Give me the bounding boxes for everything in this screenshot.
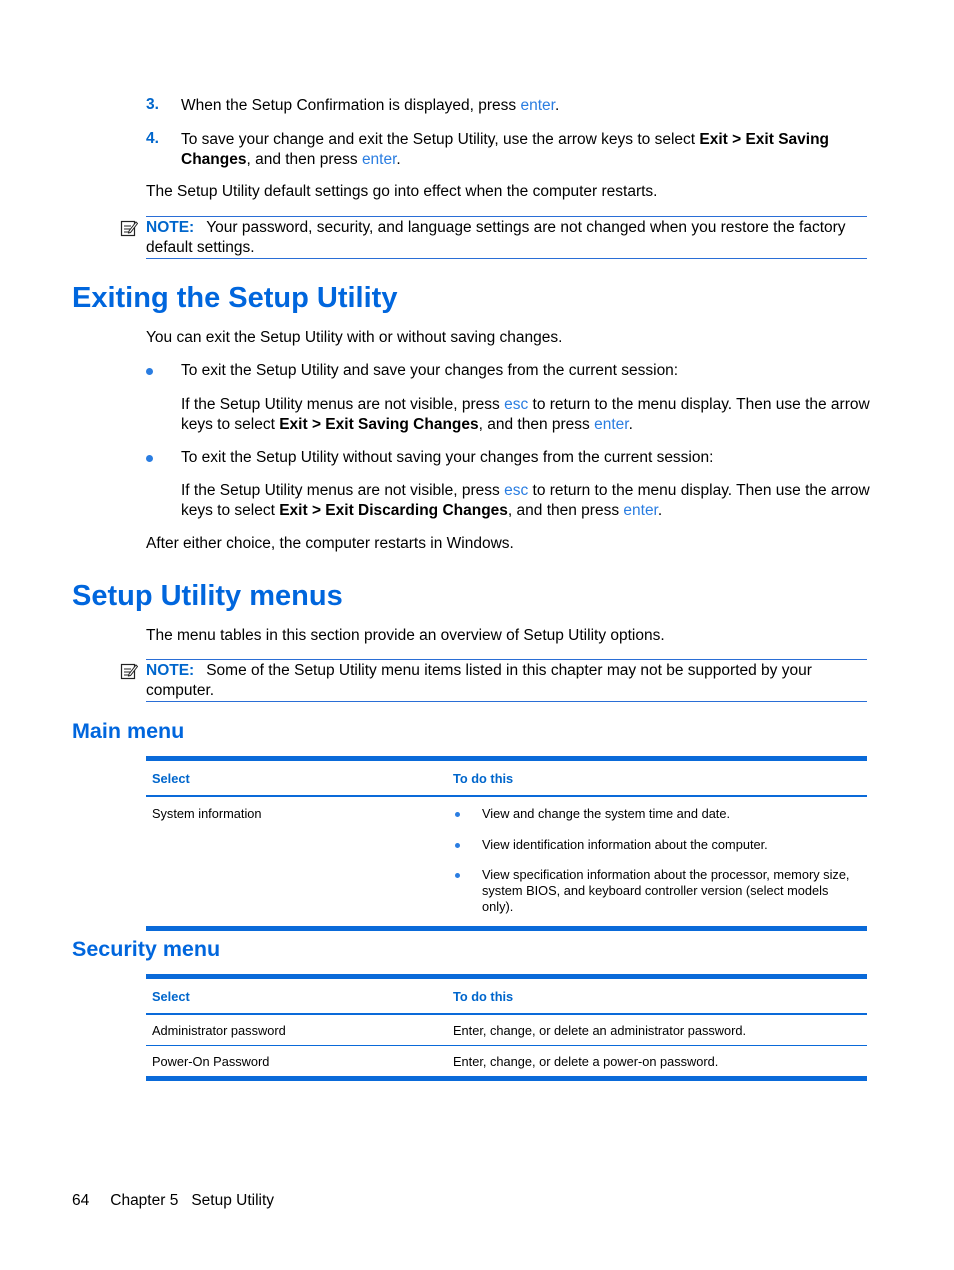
bullet-dot — [146, 368, 153, 375]
subsection-title: Main menu — [72, 719, 185, 743]
select-cell: Administrator password — [146, 1014, 447, 1046]
note-icon — [120, 662, 138, 680]
note-box — [146, 216, 867, 259]
section-intro: The menu tables in this section provide an overview of Setup Utility options. — [146, 627, 665, 644]
chapter-title: Setup Utility — [191, 1192, 275, 1209]
step-4-text: To save your change and exit the Setup Utility, use the arrow keys to select Exit > Exit Saving Changes, and then press enter. — [181, 131, 830, 168]
enter-key: enter — [623, 501, 658, 519]
enter-key: enter — [361, 150, 397, 168]
section-intro: You can exit the Setup Utility with or without saving changes. — [146, 329, 563, 346]
step-text: When the Setup Confirmation is displayed, press — [181, 97, 521, 114]
page-footer — [72, 1192, 274, 1210]
column-header: Select — [146, 759, 447, 797]
note-label: NOTE: — [146, 662, 195, 679]
defaults-text: The Setup Utility default settings go into effect when the computer restarts. — [146, 183, 658, 200]
column-header: To do this — [447, 759, 867, 797]
bullet-dot — [455, 812, 460, 817]
subsection-title: Security menu — [72, 937, 221, 961]
column-header: To do this — [447, 977, 867, 1015]
note-text: Your password, security, and language settings are not changed when you restore the factory default settings. — [146, 219, 846, 256]
list-item: View and change the system time and date. — [453, 806, 861, 822]
note-text: Some of the Setup Utility menu items listed in this chapter may not be supported by your computer. — [146, 662, 812, 699]
enter-key: enter — [594, 415, 629, 433]
enter-key: enter — [520, 97, 555, 114]
chapter-label: Chapter 5 — [110, 1192, 179, 1209]
select-cell: Power-On Password — [152, 1054, 270, 1069]
note-box — [146, 659, 867, 702]
esc-key: esc — [504, 482, 529, 499]
section-title: Setup Utility menus — [72, 580, 343, 612]
bullet-text: To exit the Setup Utility without saving your changes from the current session: — [181, 449, 714, 466]
action-cell — [447, 796, 867, 929]
security-menu-table — [146, 974, 867, 1081]
section-title: Exiting the Setup Utility — [72, 282, 398, 314]
action-cell: Enter, change, or delete an administrator password. — [447, 1014, 867, 1046]
list-item: View specification information about the processor, memory size, system BIOS, and keyboard controller version (select models only). — [453, 867, 861, 915]
bullet-detail: If the Setup Utility menus are not visible, press esc to return to the menu display. Then use the arrow keys to select Exit > Exit Saving Changes, and then press enter. — [181, 396, 870, 433]
step-3-text: When the Setup Confirmation is displayed, press enter. — [181, 97, 560, 114]
page-number: 64 — [72, 1192, 90, 1209]
column-header: Select — [146, 977, 447, 1015]
bullet-dot — [455, 873, 460, 878]
esc-key: esc — [504, 396, 529, 413]
step-number: 4. — [146, 130, 159, 147]
action-cell: Enter, change, or delete a power-on password. — [453, 1054, 719, 1069]
table-row — [146, 1014, 867, 1046]
main-menu-table — [146, 756, 867, 931]
table-row — [146, 796, 867, 929]
list-item: View identification information about the computer. — [453, 837, 861, 853]
note-icon — [120, 219, 138, 237]
bullet-dot — [146, 455, 153, 462]
bullet-dot — [455, 843, 460, 848]
bullet-detail: If the Setup Utility menus are not visible, press esc to return to the menu display. Then use the arrow keys to select Exit > Exit Discarding Changes, and then press enter. — [181, 482, 870, 519]
select-cell: System information — [152, 806, 262, 821]
note-label: NOTE: — [146, 219, 195, 236]
after-text: After either choice, the computer restarts in Windows. — [146, 535, 514, 552]
step-number: 3. — [146, 96, 159, 113]
table-row — [146, 1046, 867, 1079]
bullet-text: To exit the Setup Utility and save your changes from the current session: — [181, 362, 679, 379]
